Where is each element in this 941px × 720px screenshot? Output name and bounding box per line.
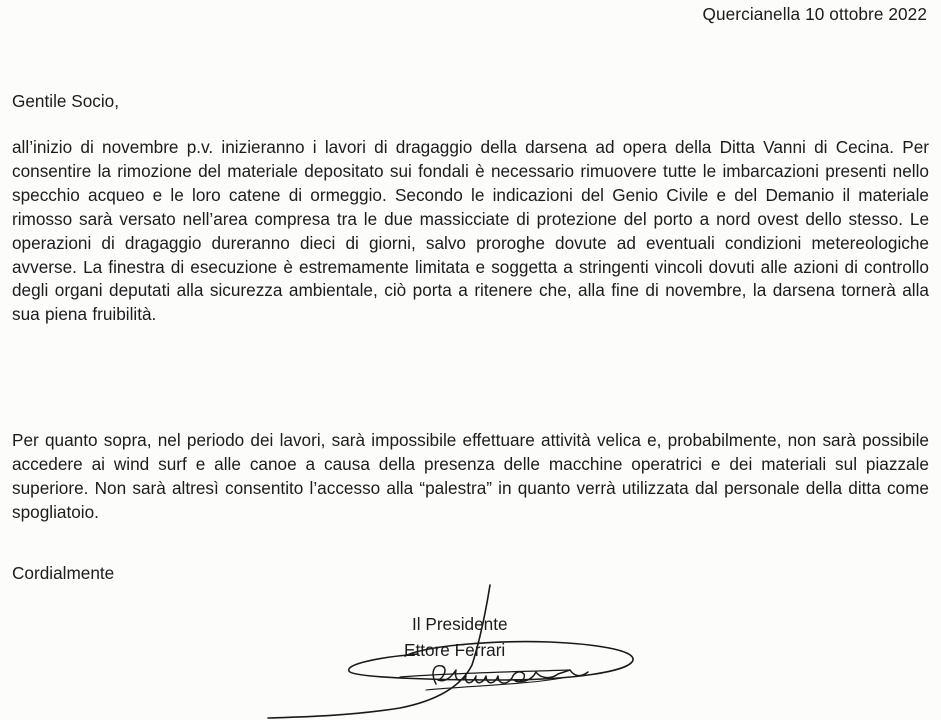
closing: Cordialmente <box>12 563 115 583</box>
salutation: Gentile Socio, <box>12 91 120 111</box>
signatory-name: Ettore Ferrari <box>404 640 506 660</box>
body-paragraph-1: all’inizio di novembre p.v. inizieranno i lavori di dragaggio della darsena ad opera della Ditta Vanni di Cecina. Per consentire la rimozione del materiale depositato sui fondali è necessario rimuovere tutte le imbarcazioni presenti nello specchio acqueo e le loro catene di ormeggio. Secondo le indicazioni del Genio Civile e del Demanio il materiale rimosso sarà versato nell’area compresa tra le due massicciate di protezione del porto a nord ovest dello stesso. Le operazioni di dragaggio dureranno dieci di giorni, salvo proroghe dovute ad eventuali condizioni metereologiche avverse. La finestra di esecuzione è estremamente limitata e soggetta a stringenti vincoli dovuti alle azioni di controllo degli organi deputati alla sicurezza ambientale, ciò porta a ritenere che, alla fine di novembre, la darsena tornerà alla sua piena fruibilità. <box>12 137 929 325</box>
handwritten-signature <box>250 580 670 720</box>
letter-date: Quercianella 10 ottobre 2022 <box>702 4 927 24</box>
signatory-role: Il Presidente <box>412 614 508 634</box>
body-paragraph-2: Per quanto sopra, nel periodo dei lavori, sarà impossibile effettuare attività velica e, probabilmente, non sarà possibile accedere ai wind surf e alle canoe a causa della presenza delle macchine operatrici e dei materiali sul piazzale superiore. Non sarà altresì consentito l’accesso alla “palestra” in quanto verrà utilizzata dal personale della ditta come spogliatoio. <box>12 430 929 522</box>
